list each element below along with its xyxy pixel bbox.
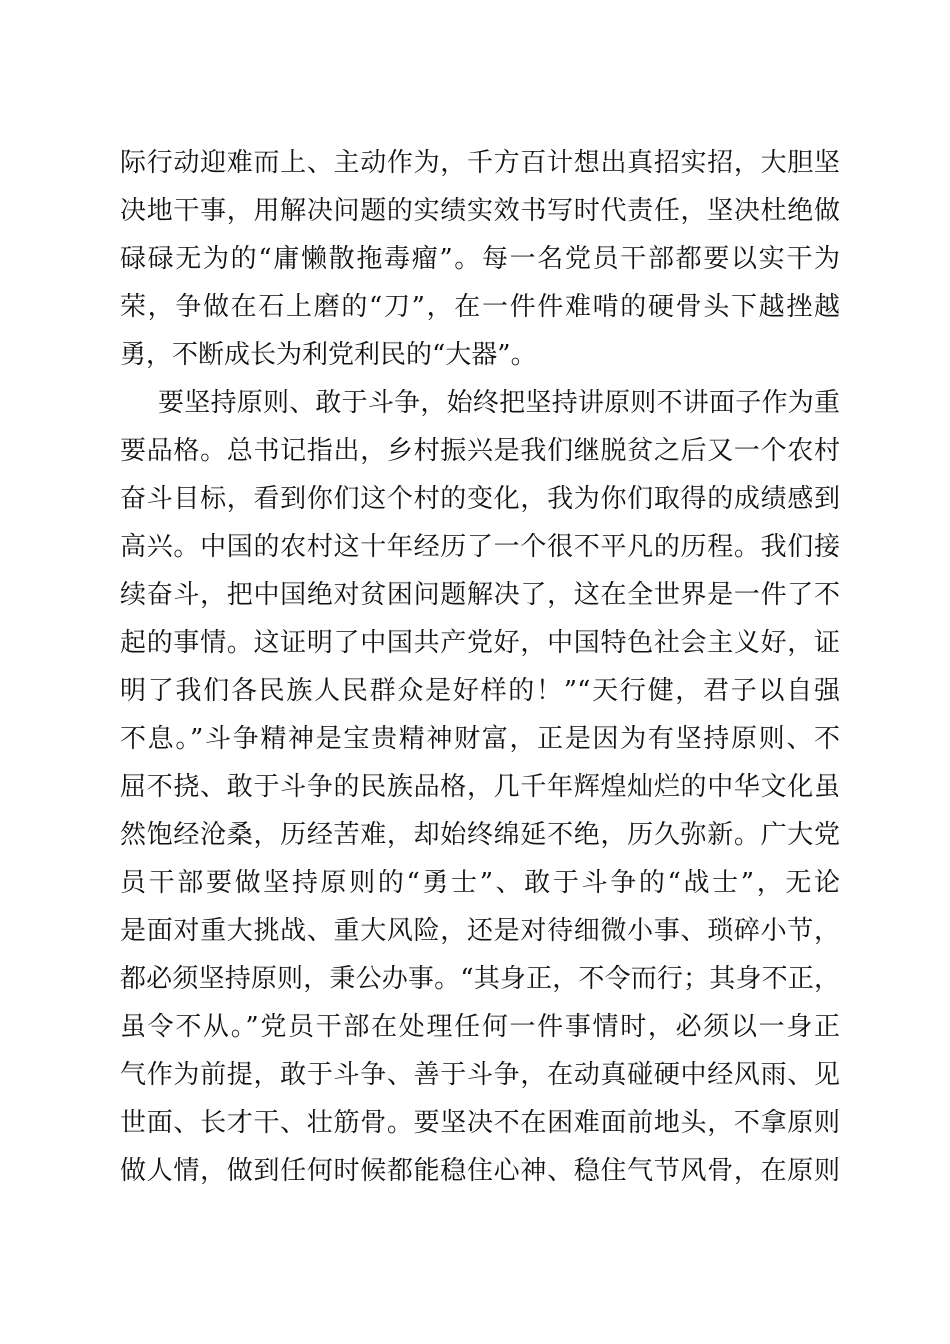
paragraph-1-line-5: 勇，不断成长为利党利民的“大器”。 [120,340,537,370]
body-text [120,139,840,1195]
paragraph-2-line-11: 员干部要做坚持原则的“勇士”、敢于斗争的“战士”，无论 [120,868,840,898]
paragraph-2-line-16: 世面、长才干、壮筋骨。要坚决不在困难面前地头，不拿原则 [120,1108,840,1138]
paragraph-2-line-12: 是面对重大挑战、重大风险，还是对待细微小事、琐碎小节， [120,916,840,946]
paragraph-1-line-1: 际行动迎难而上、主动作为，千方百计想出真招实招，大胆坚 [120,148,840,178]
paragraph-2-line-6: 起的事情。这证明了中国共产党好，中国特色社会主义好，证 [120,628,840,658]
paragraph-1-line-4: 荣，争做在石上磨的“刀”，在一件件难啃的硬骨头下越挫越 [120,292,840,322]
paragraph-2-line-3: 奋斗目标，看到你们这个村的变化，我为你们取得的成绩感到 [120,484,840,514]
paragraph-2-line-2: 要品格。总书记指出，乡村振兴是我们继脱贫之后又一个农村 [120,436,840,466]
paragraph-2-line-9: 屈不挠、敢于斗争的民族品格，几千年辉煌灿烂的中华文化虽 [120,772,840,802]
paragraph-2-line-15: 气作为前提，敢于斗争、善于斗争，在动真碰硬中经风雨、见 [120,1060,840,1090]
paragraph-2-line-14: 虽令不从。”党员干部在处理任何一件事情时，必须以一身正 [120,1012,840,1042]
paragraph-2-line-10: 然饱经沧桑，历经苦难，却始终绵延不绝，历久弥新。广大党 [120,820,840,850]
paragraph-2-line-8: 不息。”斗争精神是宝贵精神财富，正是因为有坚持原则、不 [120,724,840,754]
paragraph-2-line-4: 高兴。中国的农村这十年经历了一个很不平凡的历程。我们接 [120,532,840,562]
paragraph-2-line-17: 做人情，做到任何时候都能稳住心神、稳住气节风骨，在原则 [120,1156,840,1186]
paragraph-2-line-13: 都必须坚持原则，秉公办事。“其身正，不令而行；其身不正， [120,964,840,994]
paragraph-1-line-2: 决地干事，用解决问题的实绩实效书写时代责任，坚决杜绝做 [120,196,840,226]
paragraph-2-line-7: 明了我们各民族人民群众是好样的！”“天行健，君子以自强 [120,676,840,706]
paragraph-1-line-3: 碌碌无为的“庸懒散拖毒瘤”。每一名党员干部都要以实干为 [120,244,840,274]
paragraph-2-line-1: 要坚持原则、敢于斗争，始终把坚持讲原则不讲面子作为重 [158,388,840,418]
paragraph-2-line-5: 续奋斗，把中国绝对贫困问题解决了，这在全世界是一件了不 [120,580,840,610]
